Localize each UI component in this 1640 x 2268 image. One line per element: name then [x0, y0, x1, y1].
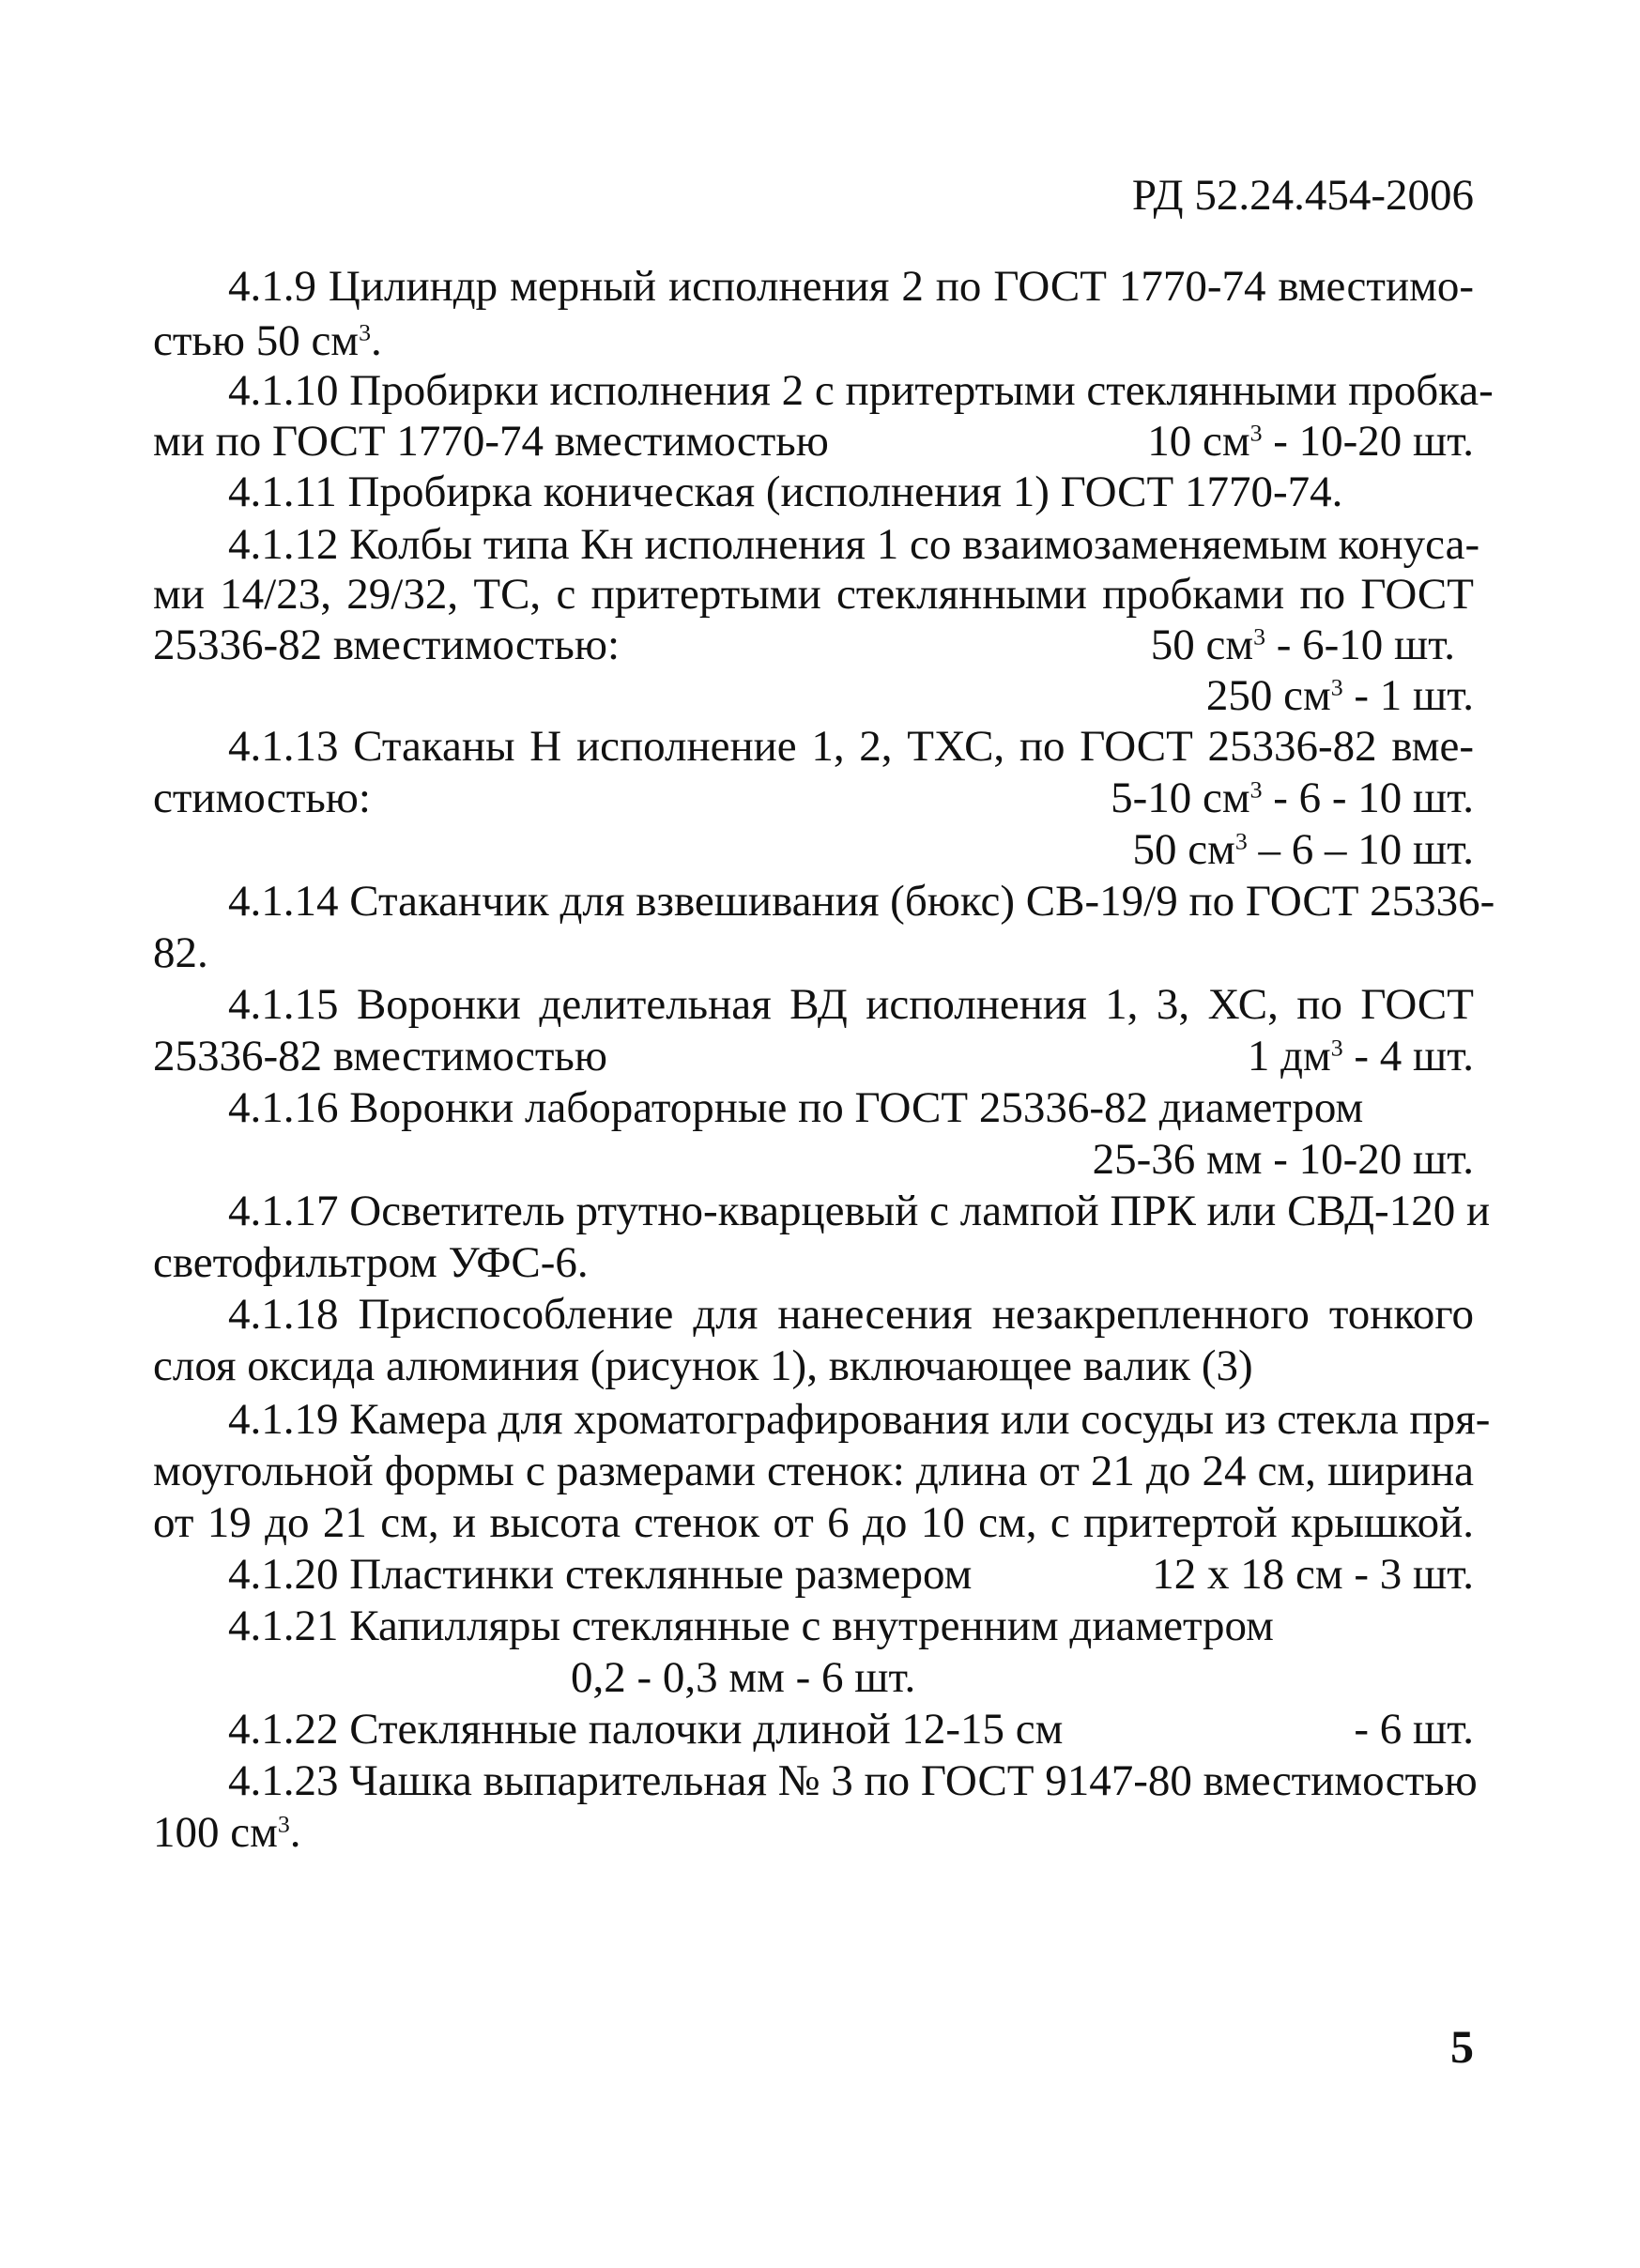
text-line: 4.1.23 Чашка выпарительная № 3 по ГОСТ 9147-80 вместимостью — [228, 1756, 1478, 1805]
text-line: 4.1.14 Стаканчик для взвешивания (бюкс) СВ-19/9 по ГОСТ 25336- — [228, 877, 1495, 926]
text-line: 25336-82 вместимостью: 50 $см^3 - 6-10$ шт. — [153, 621, 1455, 669]
text-line: 4.1.11 Пробирка коническая (исполнения 1) ГОСТ 1770-74. — [228, 467, 1343, 516]
text-line: 100 $см^3$. — [153, 1808, 301, 1857]
text-line: от 19 до 21 см, и высота стенок от 6 до 10 см, с притертой крышкой. — [153, 1498, 1474, 1547]
text-line: 4.1.22 Стеклянные палочки длиной 12-15 см - 6 шт. — [228, 1705, 1474, 1754]
text-line: ми по ГОСТ 1770-74 вместимостью 10 $см^3 - 10-20$ шт. — [153, 417, 1474, 466]
text-line: 4.1.15 Воронки делительная ВД исполнения 1, 3, ХС, по ГОСТ — [228, 980, 1474, 1029]
text-line: моугольной формы с размерами стенок: длина от 21 до 24 см, ширина — [153, 1447, 1474, 1495]
text-line: 50 $см^3 - 6 - 10$ шт. — [1132, 825, 1474, 874]
text-line: стью 50 $см^3$. — [153, 316, 382, 365]
document-code-header: РД 52.24.454-2006 — [1131, 171, 1474, 220]
page-number: 5 — [1450, 2020, 1474, 2073]
text-line: 4.1.16 Воронки лабораторные по ГОСТ 25336-82 диаметром — [228, 1083, 1364, 1132]
text-line: ми 14/23, 29/32, ТС, с притертыми стеклянными пробками по ГОСТ — [153, 570, 1474, 619]
text-line: 250 $см^3 - 1$ шт. — [1205, 671, 1474, 720]
text-line: 25-36 мм - 10-20 шт. — [1092, 1135, 1474, 1184]
text-line: 4.1.20 Пластинки стеклянные размером 12 х 18 см - 3 шт. — [228, 1550, 1474, 1599]
text-line: 25336-82 вместимостью 1 $дм^3 - 4$ шт. — [153, 1032, 1474, 1080]
text-line: 4.1.12 Колбы типа Кн исполнения 1 со взаимозаменяемым конуса- — [228, 520, 1480, 569]
text-line: 4.1.13 Стаканы Н исполнение 1, 2, ТХС, по ГОСТ 25336-82 вме- — [228, 722, 1474, 771]
text-line: 4.1.10 Пробирки исполнения 2 с притертыми стеклянными пробка- — [228, 366, 1494, 415]
text-line: 4.1.9 Цилиндр мерный исполнения 2 по ГОСТ 1770-74 вместимо- — [228, 262, 1474, 311]
text-line: слоя оксида алюминия (рисунок 1), включающее валик (3) — [153, 1341, 1253, 1390]
text-line: 0,2 - 0,3 мм - 6 шт. — [571, 1653, 916, 1702]
text-line: 4.1.21 Капилляры стеклянные с внутренним диаметром — [228, 1601, 1274, 1650]
text-line: светофильтром УФС-6. — [153, 1238, 589, 1287]
text-line: 82. — [153, 928, 208, 977]
text-line: 4.1.17 Осветитель ртутно-кварцевый с лампой ПРК или СВД-120 и — [228, 1187, 1491, 1235]
text-line: 4.1.18 Приспособление для нанесения незакрепленного тонкого — [228, 1290, 1474, 1339]
text-line: стимостью: 5-10 $см^3 - 6 - 10$ шт. — [153, 774, 1474, 822]
text-line: 4.1.19 Камера для хроматографирования или сосуды из стекла пря- — [228, 1395, 1491, 1444]
